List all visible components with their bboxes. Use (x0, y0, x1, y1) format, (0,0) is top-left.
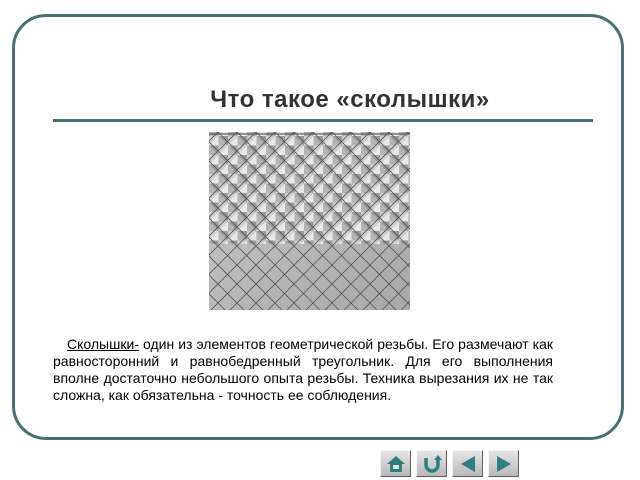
description-text (53, 336, 553, 404)
term-link[interactable]: Сколышки- (67, 336, 139, 352)
next-button[interactable] (488, 450, 519, 477)
previous-button[interactable] (452, 450, 483, 477)
slide-title: Что такое «сколышки» (210, 86, 490, 113)
home-icon (386, 455, 406, 473)
next-icon (495, 455, 513, 473)
home-button[interactable] (380, 450, 411, 477)
previous-icon (459, 455, 477, 473)
return-icon (422, 454, 442, 474)
return-button[interactable] (416, 450, 447, 477)
navigation-bar (380, 450, 519, 477)
description-body: один из элементов геометрической резьбы. Его размечают как равносторонний и равнобедренный треугольник. Для его выполнения вполне достаточно небольшого опыта резьбы. Техника вырезания их не так сложна, как обязательна - точность ее соблюдения. (53, 336, 553, 403)
carving-pattern-image (209, 132, 410, 310)
title-underline (53, 119, 593, 122)
